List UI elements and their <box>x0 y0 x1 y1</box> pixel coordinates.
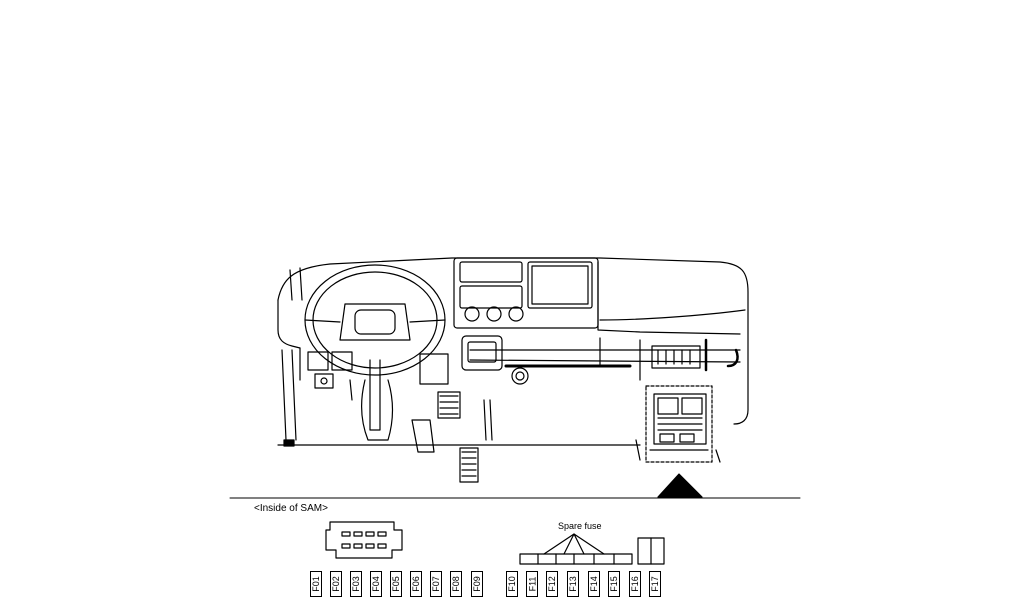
fuse-label-f16: F16 <box>629 571 641 597</box>
fuse-label-f05: F05 <box>390 571 402 597</box>
fuse-label-f02: F02 <box>330 571 342 597</box>
pointer-triangle <box>658 474 702 497</box>
glovebox-area <box>506 338 640 380</box>
fuse-label-f01: F01 <box>310 571 322 597</box>
fuse-block <box>326 522 402 558</box>
left-lower-panel <box>282 350 492 482</box>
fuse-label-f15: F15 <box>608 571 620 597</box>
fuse-label-f09: F09 <box>471 571 483 597</box>
fuse-label-f11: F11 <box>526 571 538 597</box>
fuse-label-f14: F14 <box>588 571 600 597</box>
relay-block <box>652 340 738 370</box>
fuse-label-f17: F17 <box>649 571 661 597</box>
fuse-label-f08: F08 <box>450 571 462 597</box>
sam-unit <box>636 386 720 462</box>
inside-sam-label: <Inside of SAM> <box>254 503 328 514</box>
fuse-label-f04: F04 <box>370 571 382 597</box>
fuse-label-f07: F07 <box>430 571 442 597</box>
fuse-label-f12: F12 <box>546 571 558 597</box>
fuse-label-f13: F13 <box>567 571 579 597</box>
fuse-label-f06: F06 <box>410 571 422 597</box>
fuse-label-f10: F10 <box>506 571 518 597</box>
spare-fuse-label: Spare fuse <box>558 521 602 531</box>
fuse-label-f03: F03 <box>350 571 362 597</box>
spare-fuse-block <box>520 534 664 564</box>
